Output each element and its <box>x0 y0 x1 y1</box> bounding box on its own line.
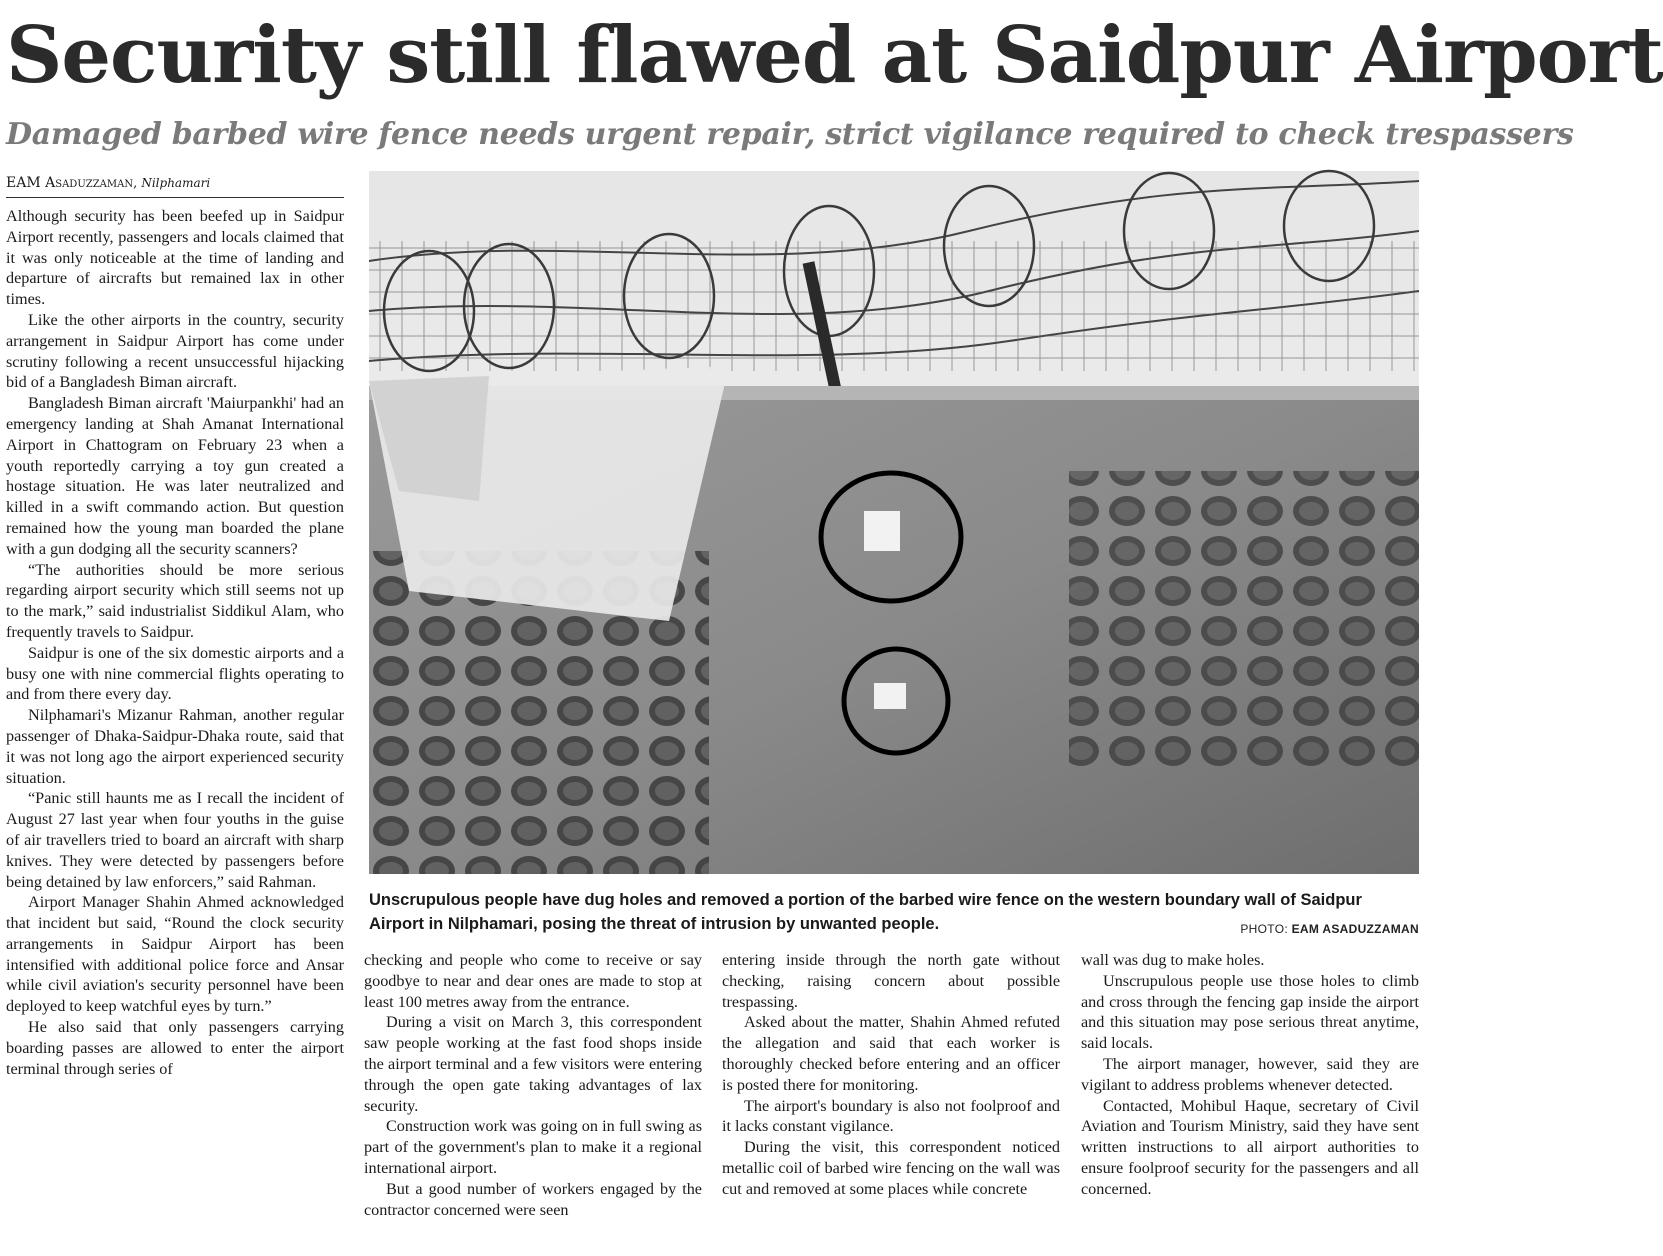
paragraph: The airport manager, however, said they are vigilant to address problems whenever detected. <box>1081 1054 1419 1094</box>
photo-caption: Unscrupulous people have dug holes and removed a portion of the barbed wire fence on the western boundary wall of Saidpur Airport in Nilphamari, posing the threat of intrusion by unwanted people. <box>369 891 1362 933</box>
paragraph: “Panic still haunts me as I recall the incident of August 27 last year when four youths in the guise of air travellers tried to board an aircraft with sharp knives. They were detected by passengers before being detained by law enforcers,” said Rahman. <box>6 789 344 891</box>
article-column-2 <box>364 950 702 1250</box>
photo-credit-label: PHOTO: <box>1240 922 1288 936</box>
byline: EAM Asaduzzaman, Nilphamari <box>6 172 344 198</box>
paragraph: During a visit on March 3, this correspondent saw people working at the fast food shops inside the airport terminal and a few visitors were entering through the open gate taking advantages of lax security. <box>364 1013 702 1115</box>
paragraph: The airport's boundary is also not foolproof and it lacks constant vigilance. <box>722 1096 1060 1136</box>
headline: Security still flawed at Saidpur Airport <box>6 10 1663 101</box>
paragraph: He also said that only passengers carrying boarding passes are allowed to enter the airport terminal through series of <box>6 1018 344 1078</box>
paragraph: Asked about the matter, Shahin Ahmed refuted the allegation and said that each worker is thoroughly checked before entering and an officer is posted there for monitoring. <box>722 1013 1060 1094</box>
paragraph: checking and people who come to receive or say goodbye to near and dear ones are made to stop at least 100 metres away from the entrance. <box>364 951 702 1011</box>
photo-credit <box>1240 922 1419 936</box>
paragraph: Contacted, Mohibul Haque, secretary of Civil Aviation and Tourism Ministry, said they have sent written instructions to all airport authorities to ensure foolproof security for the passengers and all concerned. <box>1081 1096 1419 1198</box>
photo-credit-name: EAM ASADUZZAMAN <box>1291 922 1419 936</box>
byline-location: Nilphamari <box>141 176 211 190</box>
paragraph: Bangladesh Biman aircraft 'Maiurpankhi' had an emergency landing at Shah Amanat International Airport in Chattogram on February 23 when a youth reportedly carrying a toy gun created a hostage situation. He was later neutralized and killed in a swift commando action. But question remained how the young man boarded the plane with a gun dodging all the security scanners? <box>6 394 344 558</box>
paragraph: wall was dug to make holes. <box>1081 951 1265 969</box>
paragraph: Like the other airports in the country, security arrangement in Saidpur Airport has come under scrutiny following a recent unsuccessful hijacking bid of a Bangladesh Biman aircraft. <box>6 310 344 392</box>
paragraph: entering inside through the north gate without checking, raising concern about possible trespassing. <box>722 951 1060 1011</box>
paragraph: Saidpur is one of the six domestic airports and a busy one with nine commercial flights operating to and from there every day. <box>6 643 344 704</box>
news-photo <box>369 171 1419 874</box>
article-column-3 <box>722 950 1060 1250</box>
paragraph: Nilphamari's Mizanur Rahman, another regular passenger of Dhaka-Saidpur-Dhaka route, said that it was not long ago the airport experienced security situation. <box>6 706 344 787</box>
paragraph: Construction work was going on in full swing as part of the government's plan to make it a regional international airport. <box>364 1117 702 1177</box>
article-column-1 <box>6 206 344 1254</box>
byline-author: EAM Asaduzzaman <box>6 175 134 191</box>
article-column-4 <box>1081 950 1419 1250</box>
paragraph: Airport Manager Shahin Ahmed acknowledged that incident but said, “Round the clock security arrangements in Saidpur Airport has been intensified with additional police force and Ansar while civil aviation's security personnel have been deployed to keep watchful eyes by turn.” <box>6 893 344 1016</box>
paragraph: Unscrupulous people use those holes to climb and cross through the fencing gap inside the airport and this situation may pose serious threat anytime, said locals. <box>1081 971 1419 1053</box>
photo-illustration <box>369 171 1419 874</box>
subheadline: Damaged barbed wire fence needs urgent repair, strict vigilance required to check trespassers <box>6 117 1574 152</box>
paragraph: But a good number of workers engaged by the contractor concerned were seen <box>364 1179 702 1219</box>
paragraph: “The authorities should be more serious regarding airport security which still seems not up to the mark,” said industrialist Siddikul Alam, who frequently travels to Saidpur. <box>6 560 344 641</box>
paragraph: Although security has been beefed up in Saidpur Airport recently, passengers and locals claimed that it was only noticeable at the time of landing and departure of aircrafts but remained lax in other times. <box>6 207 344 309</box>
paragraph: During the visit, this correspondent noticed metallic coil of barbed wire fencing on the wall was cut and removed at some places while concrete <box>722 1138 1060 1198</box>
